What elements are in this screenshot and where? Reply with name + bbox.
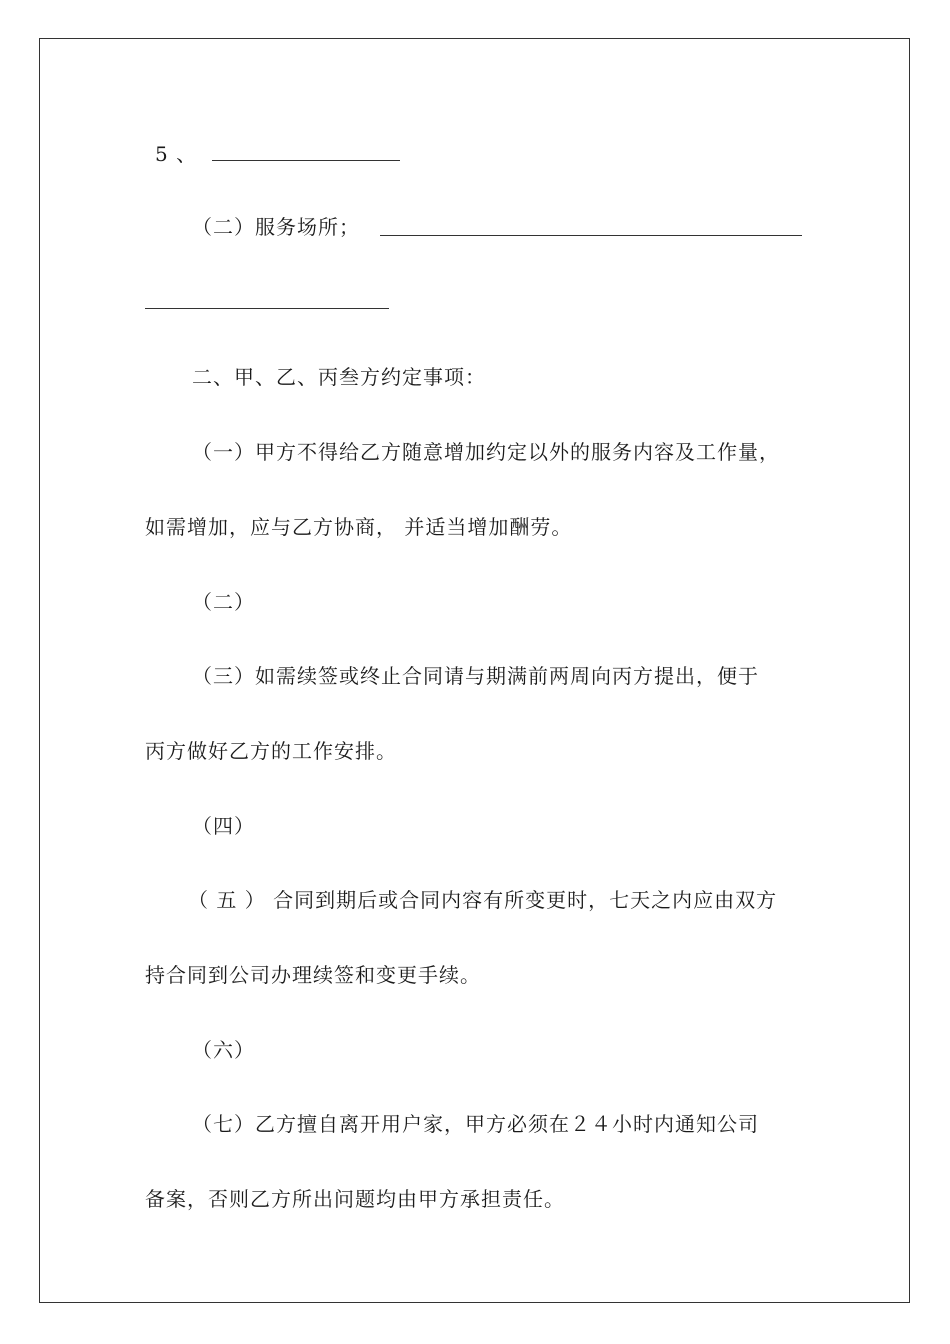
- item-1-line-a: （一）甲方不得给乙方随意增加约定以外的服务内容及工作量，: [192, 440, 780, 464]
- service-place-label: （二）服务场所；: [192, 215, 360, 239]
- item-3-line-a: （三）如需续签或终止合同请与期满前两周向丙方提出，便于: [192, 664, 759, 688]
- item-1-line-b: 如需增加，应与乙方协商， 并适当增加酬劳。: [145, 515, 573, 539]
- section-two-heading: 二、甲、乙、丙叁方约定事项：: [192, 365, 486, 389]
- blank-line-item-5: [212, 142, 400, 161]
- item-6: （六）: [192, 1038, 255, 1062]
- list-item-5-label: 5 、: [155, 142, 198, 166]
- blank-line-service-place-cont: [145, 290, 389, 309]
- item-7-line-b: 备案，否则乙方所出问题均由甲方承担责任。: [145, 1187, 565, 1211]
- item-3-line-b: 丙方做好乙方的工作安排。: [145, 739, 397, 763]
- item-7-line-a: （七）乙方擅自离开用户家，甲方必须在２４小时内通知公司: [192, 1112, 759, 1136]
- list-item-5: [155, 142, 197, 166]
- item-4: （四）: [192, 814, 255, 838]
- item-5-line-b: 持合同到公司办理续签和变更手续。: [145, 963, 481, 987]
- item-2: （二）: [192, 590, 255, 614]
- item-5-line-a: （ 五 ） 合同到期后或合同内容有所变更时，七天之内应由双方: [188, 888, 778, 912]
- blank-line-service-place: [380, 215, 802, 236]
